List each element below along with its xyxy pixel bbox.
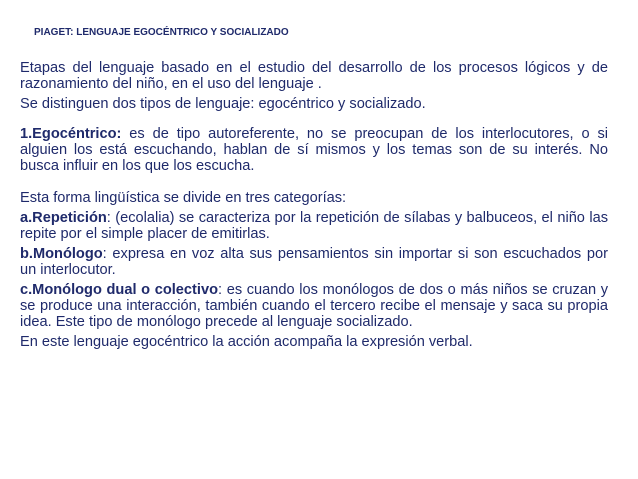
category-term: b.Monólogo [20, 246, 103, 262]
slide-heading: PIAGET: LENGUAJE EGOCÉNTRICO Y SOCIALIZADO [34, 27, 289, 38]
categories-intro: Esta forma lingüística se divide en tres categorías: [20, 190, 347, 206]
egocentric-text: es de tipo autoreferente, no se preocupan de los interlocutores, o si alguien los está escuchando, hablan de sí mismos y los temas son de su interés. No busca influir en los que los escucha. [20, 126, 608, 174]
category-item-repetition [20, 210, 608, 242]
slide-body [20, 60, 608, 350]
category-text: : es cuando los monólogos de dos o más niños se cruzan y se produce una interacción, también cuando el tercero recibe el mensaje y saca su propia idea. Este tipo de monólogo precede al lenguaje socializado. [20, 282, 609, 330]
egocentric-term: 1.Egocéntrico: [20, 126, 122, 142]
category-item-monologue [20, 246, 608, 278]
category-text: : expresa en voz alta sus pensamientos sin importar si son escuchados por un interlocutor. [20, 246, 608, 278]
category-item-collective-monologue [20, 282, 608, 330]
category-term: c.Monólogo dual o colectivo [20, 282, 218, 298]
closing-paragraph: En este lenguaje egocéntrico la acción acompaña la expresión verbal. [20, 334, 473, 350]
category-term: a.Repetición [20, 210, 107, 226]
intro-types-paragraph: Se distinguen dos tipos de lenguaje: egocéntrico y socializado. [20, 96, 426, 112]
category-text: : (ecolalia) se caracteriza por la repetición de sílabas y balbuceos, el niño las repite por el simple placer de emitirlas. [20, 210, 608, 242]
egocentric-paragraph [20, 126, 608, 174]
intro-paragraph: Etapas del lenguaje basado en el estudio del desarrollo de los procesos lógicos y de razonamiento del niño, en el uso del lenguaje . [20, 60, 608, 92]
